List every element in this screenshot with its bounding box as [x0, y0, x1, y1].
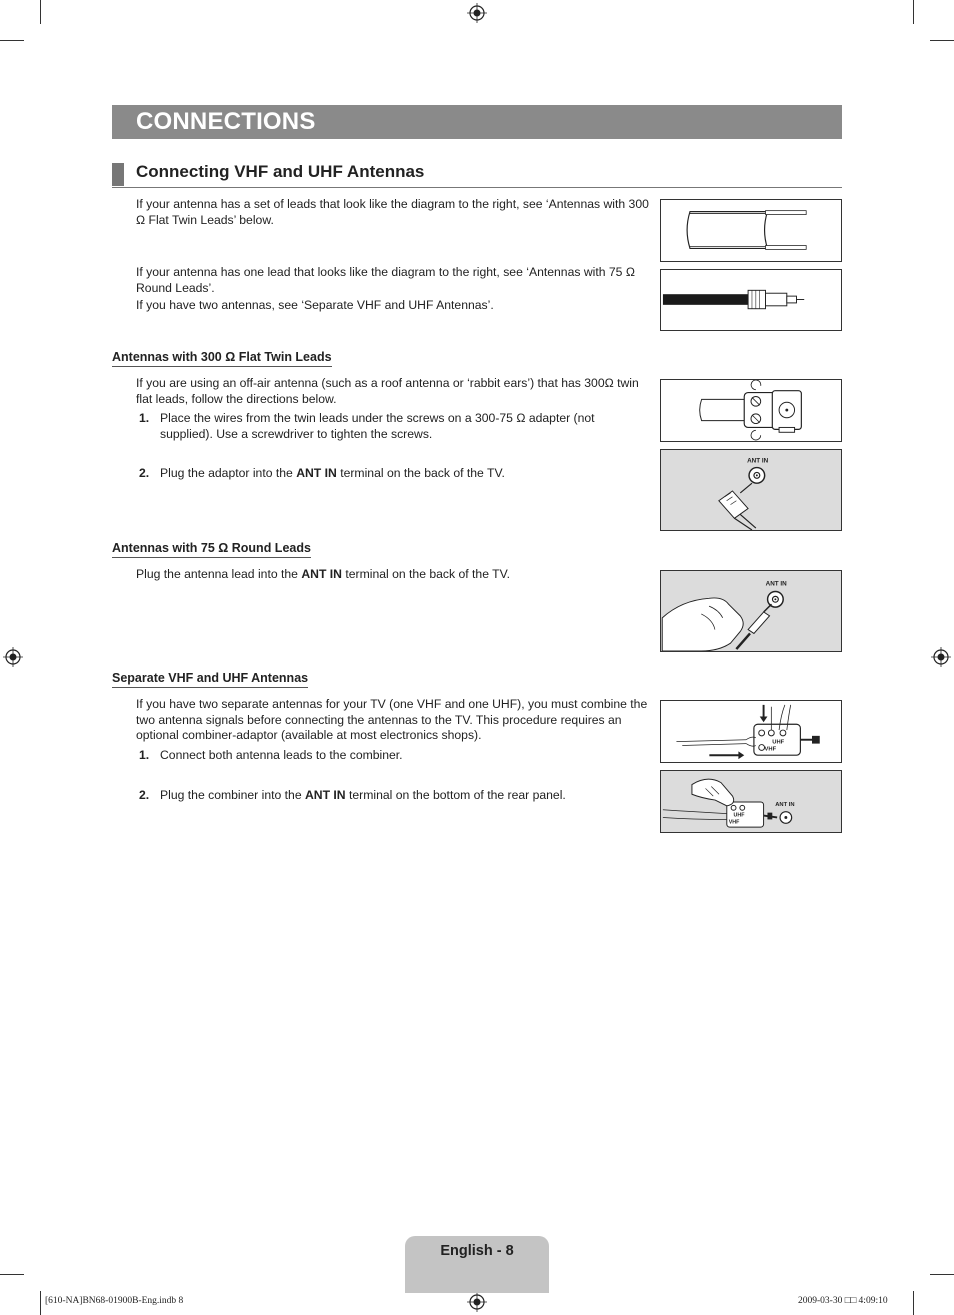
- crop-mark: [0, 40, 24, 41]
- step-number: 1.: [139, 411, 150, 425]
- text-pre: Plug the antenna lead into the: [136, 567, 302, 581]
- subheading-flat-twin: Antennas with 300 Ω Flat Twin Leads: [112, 350, 332, 367]
- step-text-pre: Plug the adaptor into the: [160, 466, 297, 480]
- combiner-icon: [661, 701, 841, 762]
- step-text: [160, 788, 620, 804]
- step-number: 2.: [139, 466, 150, 480]
- ant-in-label: ANT IN: [765, 580, 787, 588]
- registration-mark-icon: [467, 3, 487, 23]
- step-number: 1.: [139, 748, 150, 762]
- intro-paragraph-3: If you have two antennas, see ‘Separate VHF and UHF Antennas’.: [136, 298, 494, 312]
- step-text-post: terminal on the back of the TV.: [336, 466, 505, 480]
- page-number-tab: [405, 1236, 549, 1293]
- step-text-bold: ANT IN: [296, 466, 337, 480]
- flat-twin-intro: If you are using an off-air antenna (such as a roof antenna or ‘rabbit ears’) that has 300Ω twin flat leads, follow the directions below.: [136, 376, 639, 406]
- combiner-ant-in-diagram: [660, 770, 842, 833]
- flat-twin-lead-diagram: [660, 199, 842, 262]
- uhf-label: UHF: [733, 812, 745, 819]
- crop-mark: [40, 1291, 41, 1315]
- step-text-bold: ANT IN: [304, 788, 346, 802]
- separate-intro: If you have two separate antennas for your TV (one VHF and one UHF), you must combine the two antenna signals before connecting the antennas to the TV. This procedure requires an optional combiner-adaptor (available at most electronics shops).: [136, 697, 648, 742]
- crop-mark: [930, 40, 954, 41]
- step-text: Connect both antenna leads to the combiner.: [160, 748, 403, 762]
- section-title: Connecting VHF and UHF Antennas: [136, 162, 425, 181]
- registration-mark-icon: [3, 647, 23, 667]
- file-slug: [610-NA]BN68-01900B-Eng.indb 8: [45, 1296, 184, 1306]
- 300-75-adapter-icon: [661, 380, 841, 441]
- text-post: terminal on the back of the TV.: [341, 567, 510, 581]
- combiner-plug-icon: [661, 771, 841, 832]
- intro-paragraph-2: If your antenna has one lead that looks like the diagram to the right, see ‘Antennas with 75 Ω Round Leads’.: [136, 265, 635, 295]
- vhf-label: VHF: [728, 819, 740, 826]
- crop-mark: [0, 1274, 24, 1275]
- ant-in-adapter-icon: [661, 450, 841, 530]
- registration-mark-icon: [931, 647, 951, 667]
- ant-in-label: ANT IN: [747, 457, 769, 465]
- step-text: [160, 466, 620, 482]
- subheading-separate: Separate VHF and UHF Antennas: [112, 671, 308, 688]
- ant-in-adapter-diagram: [660, 449, 842, 531]
- flat-twin-lead-icon: [661, 200, 841, 261]
- vhf-label: VHF: [764, 746, 777, 753]
- text-bold: ANT IN: [301, 567, 342, 581]
- section-marker: [112, 163, 124, 186]
- round-lead-diagram: [660, 269, 842, 331]
- uhf-label: UHF: [772, 739, 785, 746]
- step-text-post: terminal on the bottom of the rear panel.: [345, 788, 566, 802]
- step-number: 2.: [139, 788, 150, 802]
- page-title: CONNECTIONS: [112, 105, 842, 139]
- round-leads-text: [136, 567, 651, 583]
- step-text-pre: Plug the combiner into the: [160, 788, 305, 802]
- ant-in-label: ANT IN: [775, 801, 795, 808]
- section-heading: [112, 162, 842, 188]
- crop-mark: [40, 0, 41, 24]
- print-timestamp: 2009-03-30 □□ 4:09:10: [798, 1296, 888, 1306]
- hand-plugging-cable-icon: [661, 571, 841, 651]
- crop-mark: [930, 1274, 954, 1275]
- intro-paragraph-1: If your antenna has a set of leads that look like the diagram to the right, see ‘Antennas with 300 Ω Flat Twin Leads’ below.: [136, 197, 649, 227]
- step-text: Place the wires from the twin leads under the screws on a 300-75 Ω adapter (not supplied). Use a screwdriver to tighten the screws.: [160, 411, 595, 441]
- coax-cable-icon: [661, 270, 841, 330]
- crop-mark: [913, 0, 914, 24]
- adapter-diagram: [660, 379, 842, 442]
- page-number-label: English - 8: [440, 1243, 514, 1259]
- registration-mark-icon: [467, 1292, 487, 1312]
- crop-mark: [913, 1291, 914, 1315]
- round-lead-plug-diagram: [660, 570, 842, 652]
- combiner-diagram: [660, 700, 842, 763]
- subheading-round-leads: Antennas with 75 Ω Round Leads: [112, 541, 311, 558]
